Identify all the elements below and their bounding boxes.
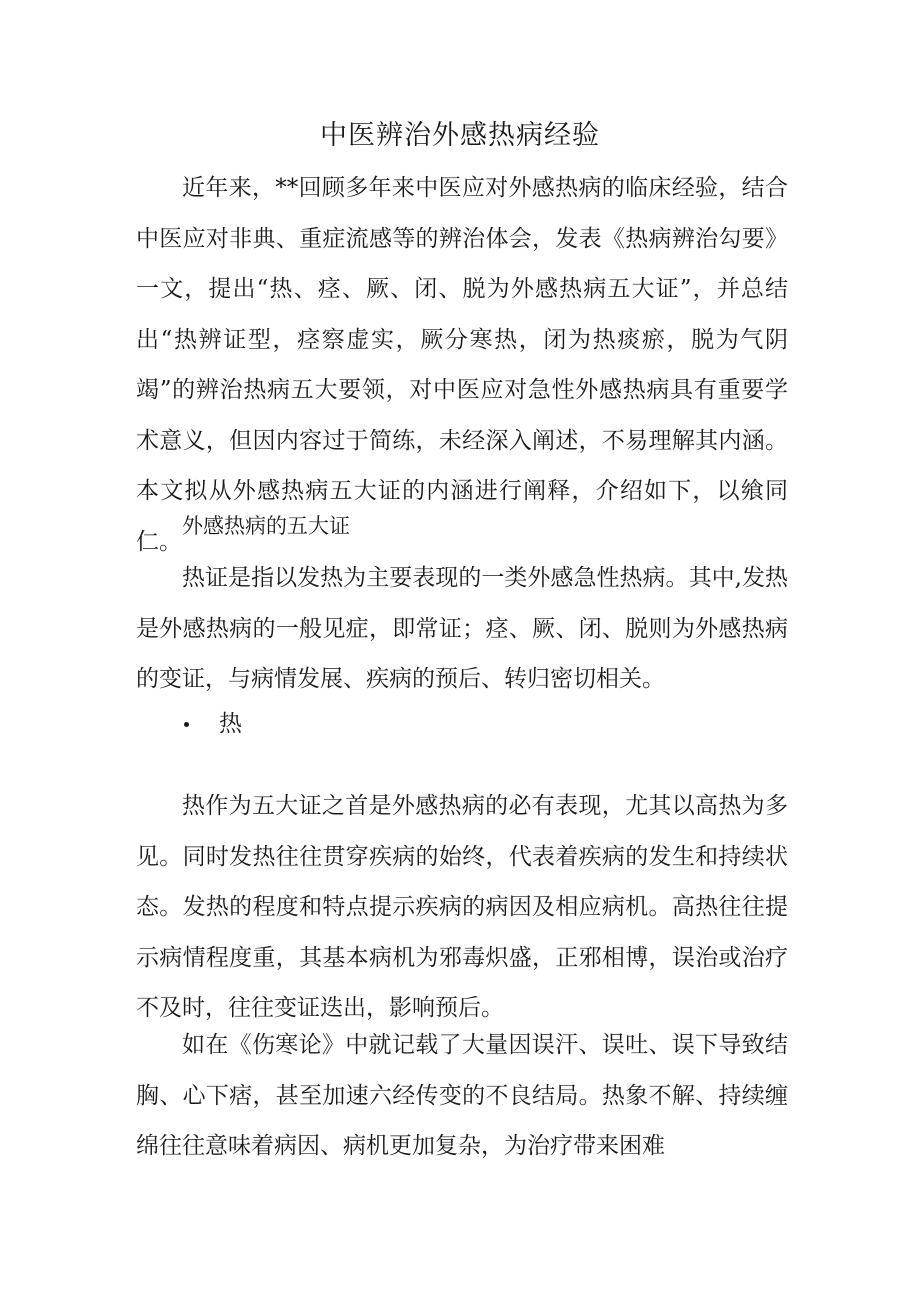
- paragraph-intro: 近年来，**回顾多年来中医应对外感热病的临床经验，结合中医应对非典、重症流感等的辨治体会，发表《热病辨治勾要》一文，提出“热、痉、厥、闭、脱为外感热病五大证”，并总结出“热辨证型，痉察虚实，厥分寒热，闭为热痰瘀，脱为气阴竭”的辨治热病五大要领，对中医应对急性外感热病具有重要学术意义，但因内容过于简练，未经深入阐述，不易理解其内涵。本文拟从外感热病五大证的内涵进行阐释，介绍如下，以飨同仁。: [136, 175, 788, 555]
- document-title: 中医辨治外感热病经验: [320, 120, 600, 151]
- bullet-item: [184, 702, 242, 746]
- paragraph-shanghan: 如在《伤寒论》中就记载了大量因误汗、误吐、误下导致结胸、心下痞，甚至加速六经传变的不良结局。热象不解、持续缠绵往往意味着病因、病机更加复杂，为治疗带来困难: [136, 1032, 788, 1159]
- bullet-item-label: 热: [219, 711, 242, 737]
- paragraph-heat: 热作为五大证之首是外感热病的必有表现，尤其以高热为多见。同时发热往往贯穿疾病的始终，代表着疾病的发生和持续状态。发热的程度和特点提示疾病的病因及相应病机。高热往往提示病情程度重，其基本病机为邪毒炽盛，正邪相博，误治或治疗不及时，往往变证迭出，影响预后。: [136, 793, 788, 1021]
- section-heading: 外感热病的五大证: [182, 514, 350, 538]
- paragraph-definition: 热证是指以发热为主要表现的一类外感急性热病。其中,发热是外感热病的一般见症，即常证；痉、厥、闭、脱则为外感热病的变证，与病情发展、疾病的预后、转归密切相关。: [136, 565, 788, 692]
- bullet-dot-icon: [184, 722, 189, 727]
